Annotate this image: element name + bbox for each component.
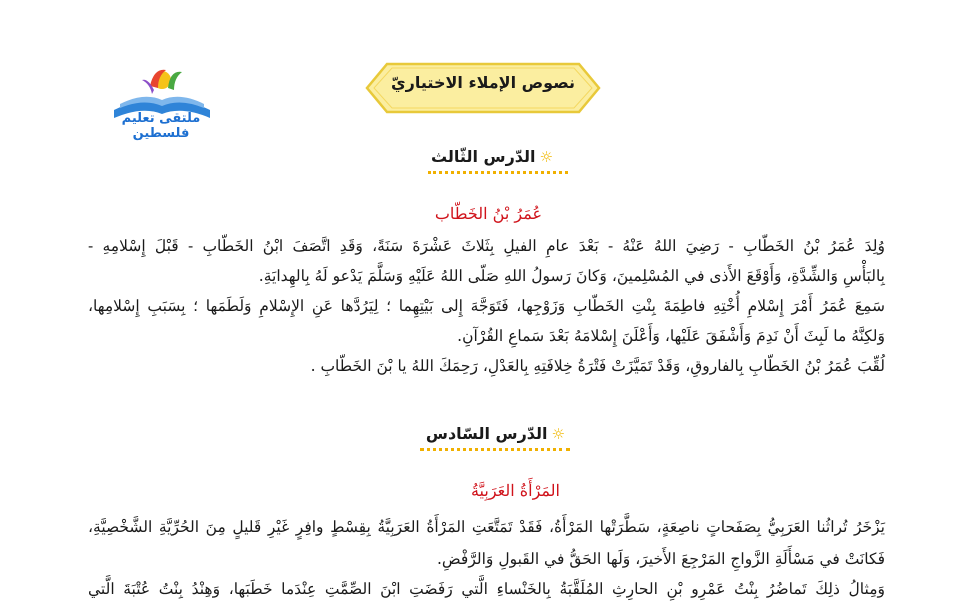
lesson3-line-3: سَمِعَ عُمَرُ أَمْرَ إِسْلامِ أُخْتِهِ فاطِمَةَ بِنْتِ الخَطّابِ وَزَوْجِها، فَتَوَجَّهَ إِلى بَيْتِهِما ؛ لِيَرُدَّها عَنِ الإِسْلامِ وَلَطَمَها ؛ بِسَبَبِ إِسْلامِها، — [88, 297, 885, 315]
lesson3-line-5: لُقِّبَ عُمَرُ بْنُ الخَطّابِ بِالفاروقِ، وَقَدْ تَمَيَّزَتْ فَتْرَةُ خِلافَتِهِ بِالعَدْلِ، رَحِمَكَ اللهُ يا بْنَ الخَطّابِ . — [310, 357, 885, 375]
page-title: نصوص الإملاء الاختياريّ — [391, 73, 575, 92]
lesson3-line-1: وُلِدَ عُمَرُ بْنُ الخَطّابِ - رَضِيَ اللهُ عَنْهُ - بَعْدَ عامِ الفيلِ بِثَلاثَ عَشْرَةَ سَنَةً، وَقَدِ اتَّصَفَ ابْنُ الخَطّابِ - قَبْلَ إِسْلامِهِ - — [88, 237, 885, 255]
lesson6-dotted-underline — [420, 448, 570, 455]
lesson3-line-4: وَلكِنَّهُ ما لَبِثَ أَنْ نَدِمَ وَأَشْفَقَ عَلَيْها، وَأَعْلَنَ إِسْلامَهُ بَعْدَ سَماعِ القُرْآنِ. — [457, 327, 885, 345]
lesson6-title: الدّرس السّادس — [425, 424, 548, 443]
sun-icon: ☼ — [539, 148, 553, 166]
sun-icon: ☼ — [551, 425, 565, 443]
lesson3-heading — [431, 147, 553, 166]
logo-caption: ملتقى تعليم فلسطين — [121, 111, 201, 141]
lesson6-line-2: فَكانَتْ في مَسْأَلَةِ الزَّواجِ المَرْجِعَ الأَخيرَ، وَلَها الحَقُّ في القَبولِ وَالرَّفْضِ. — [437, 550, 885, 568]
lesson6-heading — [426, 424, 565, 443]
lesson3-line-2: بِالبَأْسِ وَالشِّدَّةِ، وَأَوْقَعَ الأَذى في المُسْلِمينَ، وَكانَ رَسولُ اللهِ صَلّى اللهُ عَلَيْهِ وَسَلَّمَ يَدْعو لَهُ بِالهِدايَةِ. — [258, 267, 885, 285]
lesson6-subtitle: المَرْأَةُ العَرَبِيَّةُ — [470, 481, 560, 500]
lesson3-title: الدّرس الثّالث — [430, 147, 536, 166]
lesson6-line-3: وَمِثالُ ذلِكَ تَماضُرُ بِنْتُ عَمْرِو بْنِ الحارِثِ المُلَقَّبَةُ بِالخَنْساءِ الَّتي رَفَضَتِ ابْنَ الصِّمَّتِ عِنْدَما خَطَبَها، وَهِنْدُ بِنْتُ عُتْبَةَ الَّتي — [88, 580, 885, 598]
lesson6-line-1: يَزْخَرُ تُراثُنا العَرَبِيُّ بِصَفَحاتٍ ناصِعَةٍ، سَطَّرَتْها المَرْأَةُ، فَقَدْ تَمَتَّعَتِ المَرْأَةُ العَرَبِيَّةُ بِقِسْطٍ وافِرٍ غَيْرِ قَليلٍ مِنَ الحُرِّيَّةِ الشَّخْصِيَّةِ، — [88, 518, 885, 536]
lesson3-subtitle: عُمَرُ بْنُ الخَطّاب — [434, 204, 542, 223]
lesson3-dotted-underline — [428, 171, 568, 178]
